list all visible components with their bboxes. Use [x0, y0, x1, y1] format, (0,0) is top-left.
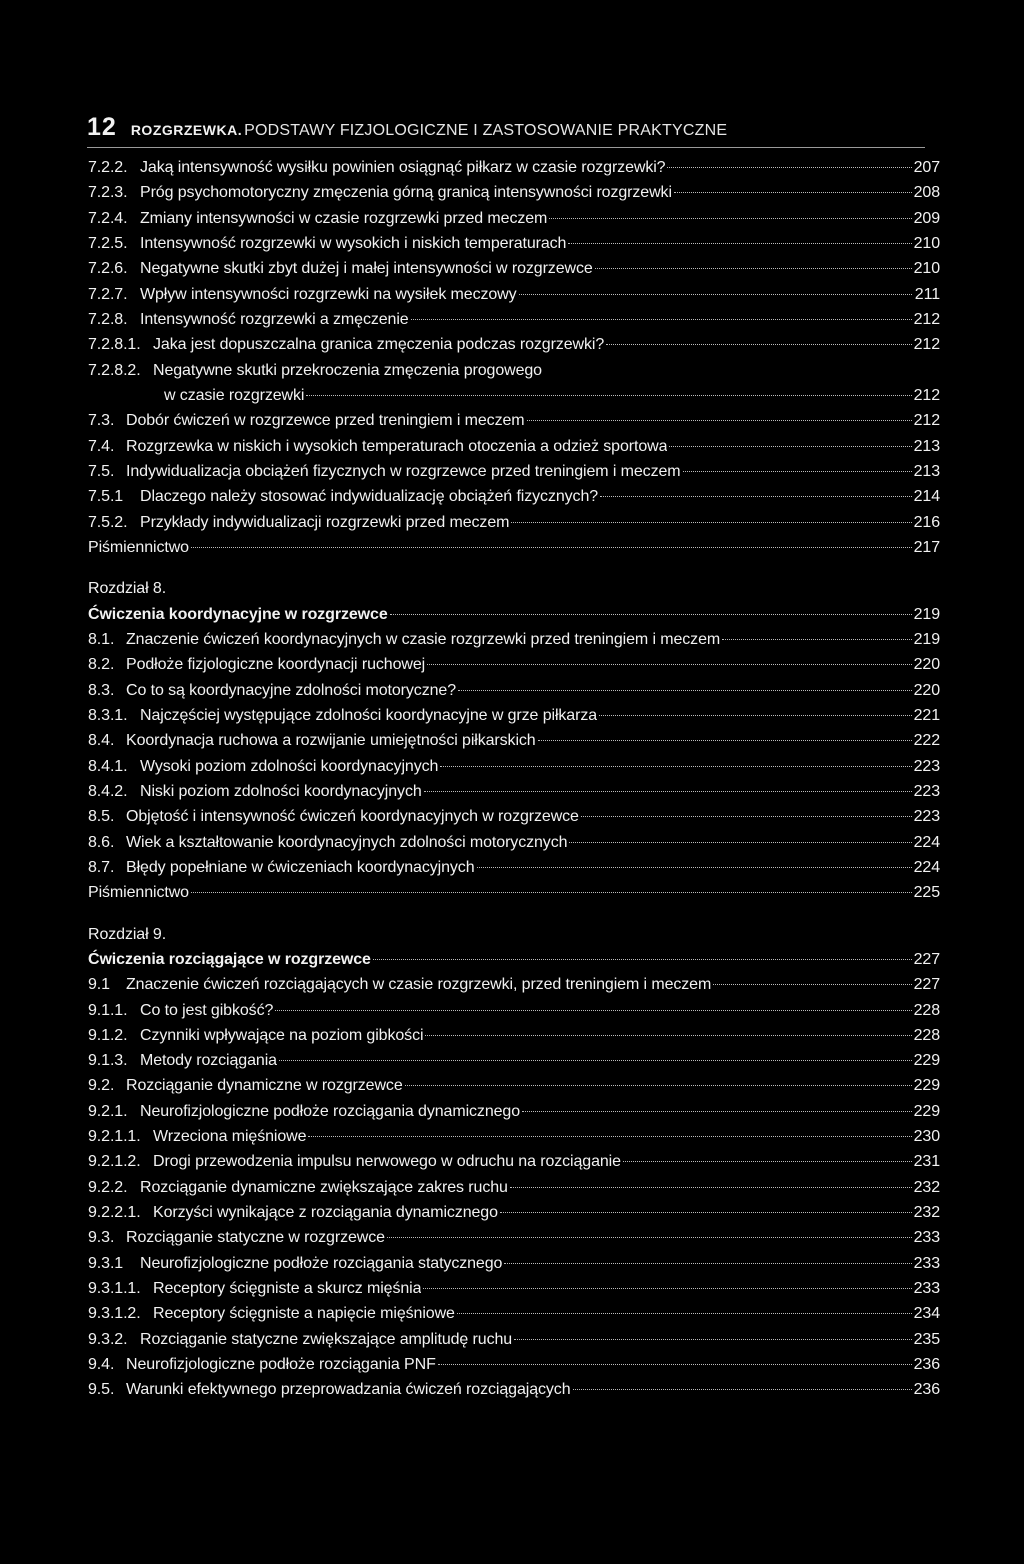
toc-entry-title: Rozciąganie statyczne zwiększające amplitudę ruchu: [140, 1330, 513, 1348]
toc-entry: [88, 779, 940, 804]
toc-entry-number: 9.1.3.: [88, 1052, 128, 1070]
dot-leader: [683, 470, 912, 472]
toc-entry-title: Rozciąganie statyczne w rozgrzewce: [126, 1229, 385, 1247]
toc-entry-number: 9.2.: [88, 1077, 115, 1095]
toc-entry: [88, 1200, 940, 1225]
toc-entry-page: 210: [913, 234, 940, 252]
toc-entry-title: Negatywne skutki przekroczenia zmęczenia progowego: [153, 361, 542, 379]
toc-entry-number: 9.1.2.: [88, 1026, 128, 1044]
toc-entry-title: Neurofizjologiczne podłoże rozciągania PNF: [126, 1356, 436, 1374]
toc-entry-page: 207: [913, 159, 940, 176]
toc-entry: [88, 880, 940, 905]
toc-entry-page: 208: [913, 184, 940, 202]
dot-leader: [581, 815, 912, 817]
toc-entry-title: Objętość i intensywność ćwiczeń koordynacyjnych w rozgrzewce: [126, 808, 579, 826]
toc-entry-title: Receptory ścięgniste a skurcz mięśnia: [153, 1280, 422, 1298]
toc-entry-page: 234: [913, 1305, 940, 1323]
dot-leader: [519, 293, 912, 295]
dot-leader: [427, 663, 912, 665]
toc-entry-number: 9.2.2.: [88, 1178, 128, 1196]
toc-entry: [88, 1023, 940, 1048]
page-number: 12: [87, 113, 117, 141]
toc-entry-page: 223: [913, 757, 940, 775]
toc-entry-title: Rozdział 8.: [88, 580, 167, 598]
dot-leader: [191, 546, 912, 548]
toc-entry-title: Intensywność rozgrzewki w wysokich i niskich temperaturach: [140, 234, 567, 252]
toc-entry-title: Najczęściej występujące zdolności koordynacyjne w grze piłkarza: [140, 706, 598, 724]
toc-entry: [88, 180, 940, 205]
toc-entry-page: 231: [913, 1153, 940, 1171]
toc-entry: [88, 510, 940, 535]
toc-entry: [88, 484, 940, 509]
toc-entry: [88, 1048, 940, 1073]
toc-entry-page: 228: [913, 1026, 940, 1044]
toc-entry-title: Dlaczego należy stosować indywidualizację obciążeń fizycznych?: [140, 488, 599, 506]
toc-entry-page: 212: [913, 386, 940, 404]
toc-entry-number: 9.3.1: [88, 1254, 124, 1272]
toc-entry-title: Piśmiennictwo: [88, 538, 189, 556]
toc-entry: [88, 972, 940, 997]
toc-entry-title: Czynniki wpływające na poziom gibkości: [140, 1026, 424, 1044]
dot-leader: [411, 318, 912, 320]
dot-leader: [569, 841, 911, 843]
dot-leader: [279, 1059, 912, 1061]
toc-entry-page: 221: [913, 706, 940, 724]
dot-leader: [549, 217, 911, 219]
toc-entry-number: 9.2.2.1.: [88, 1204, 141, 1222]
toc-entry-page: 232: [913, 1178, 940, 1196]
toc-entry-number: 8.4.: [88, 732, 115, 750]
toc-entry-page: 222: [913, 732, 940, 750]
dot-leader: [527, 419, 912, 421]
toc-entry-title: Receptory ścięgniste a napięcie mięśniowe: [153, 1305, 455, 1323]
toc-entry-page: 223: [913, 782, 940, 800]
toc-entry-number: 8.3.1.: [88, 706, 128, 724]
toc-entry-title: Negatywne skutki zbyt dużej i małej intensywności w rozgrzewce: [140, 260, 593, 278]
toc-entry-page: 227: [913, 950, 940, 968]
toc-entry: [88, 627, 940, 652]
toc-entry-title: Jaka jest dopuszczalna granica zmęczenia podczas rozgrzewki?: [153, 336, 605, 354]
toc-entry-title: Wysoki poziom zdolności koordynacyjnych: [140, 757, 439, 775]
toc-entry-title: Niski poziom zdolności koordynacyjnych: [140, 782, 422, 800]
toc-entry-title: Korzyści wynikające z rozciągania dynamicznego: [153, 1204, 498, 1222]
toc-entry-page: 235: [913, 1330, 940, 1348]
toc-entry-page: 220: [913, 656, 940, 674]
toc-entry-page: 229: [913, 1102, 940, 1120]
toc-entry-page: 212: [913, 336, 940, 354]
dot-leader: [275, 1009, 911, 1011]
toc-entry-number: 7.2.6.: [88, 260, 128, 278]
toc-entry-number: 7.3.: [88, 412, 115, 430]
dot-leader: [538, 739, 912, 741]
toc-entry: [88, 459, 940, 484]
toc-entry-page: 229: [913, 1077, 940, 1095]
toc-entry-title: Wiek a kształtowanie koordynacyjnych zdolności motorycznych: [126, 833, 568, 851]
toc-entry: [88, 754, 940, 779]
toc-entry-page: 224: [913, 833, 940, 851]
toc-entry-title: Ćwiczenia koordynacyjne w rozgrzewce: [88, 605, 388, 623]
toc-entry-number: 7.2.2.: [88, 159, 128, 176]
dot-leader: [667, 166, 911, 168]
dot-leader: [308, 1135, 911, 1137]
toc-entry: [88, 1225, 940, 1250]
toc-entry-number: 7.2.4.: [88, 209, 128, 227]
toc-entry-title: w czasie rozgrzewki: [164, 386, 305, 404]
toc-entry: [88, 652, 940, 677]
book-subtitle: PODSTAWY FIZJOLOGICZNE I ZASTOSOWANIE PRAKTYCZNE: [244, 122, 728, 139]
toc-entry-page: 233: [913, 1254, 940, 1272]
dot-leader: [425, 1034, 911, 1036]
toc-entry-number: 8.4.2.: [88, 782, 128, 800]
toc-entry-title: Znaczenie ćwiczeń koordynacyjnych w czasie rozgrzewki przed treningiem i meczem: [126, 630, 721, 648]
toc-entry-page: 220: [913, 681, 940, 699]
toc-entry-number: 9.2.1.1.: [88, 1128, 141, 1146]
dot-leader: [405, 1084, 912, 1086]
toc-entry-number: 8.4.1.: [88, 757, 128, 775]
toc-entry-title: Intensywność rozgrzewki a zmęczenie: [140, 310, 409, 328]
dot-leader: [424, 790, 912, 792]
toc-entry-title: Rozciąganie dynamiczne zwiększające zakres ruchu: [140, 1178, 508, 1196]
toc-entry-title: Neurofizjologiczne podłoże rozciągania statycznego: [140, 1254, 503, 1272]
toc-entry-page: 236: [913, 1356, 940, 1374]
dot-leader: [623, 1160, 912, 1162]
toc-entry-page: 230: [913, 1128, 940, 1146]
running-header: [87, 113, 924, 143]
toc-entry: [88, 1149, 940, 1174]
toc-entry-title: Próg psychomotoryczny zmęczenia górną granicą intensywności rozgrzewki: [140, 184, 672, 202]
toc-entry-title: Warunki efektywnego przeprowadzania ćwiczeń rozciągających: [126, 1381, 571, 1399]
dot-leader: [511, 521, 911, 523]
dot-leader: [500, 1211, 912, 1213]
toc-entry: [88, 1251, 940, 1276]
toc-entry-title: Znaczenie ćwiczeń rozciągających w czasie rozgrzewki, przed treningiem i meczem: [126, 976, 712, 994]
toc-entry-number: 8.3.: [88, 681, 115, 699]
toc-entry-number: 9.3.1.1.: [88, 1280, 141, 1298]
toc-entry-number: 9.5.: [88, 1381, 115, 1399]
toc-entry-page: 217: [913, 538, 940, 556]
dot-leader: [514, 1338, 912, 1340]
toc-entry-number: 8.6.: [88, 833, 115, 851]
dot-leader: [191, 891, 912, 893]
toc-entry-page: 227: [913, 976, 940, 994]
toc-entry: [88, 1099, 940, 1124]
toc-entry-number: 9.3.: [88, 1229, 115, 1247]
toc-entry-number: 7.4.: [88, 437, 115, 455]
book-title: ROZGRZEWKA.: [130, 122, 243, 138]
toc-entry-page: 214: [913, 488, 940, 506]
toc-entry: [88, 282, 940, 307]
toc-entry-number: 9.3.2.: [88, 1330, 128, 1348]
toc-entry: [88, 1175, 940, 1200]
toc-entry: [88, 998, 940, 1023]
toc-entry: [88, 602, 940, 627]
dot-leader: [373, 958, 912, 960]
toc-entry-page: 233: [913, 1229, 940, 1247]
toc-entry: [88, 332, 940, 357]
toc-entry: [88, 206, 940, 231]
toc-entry-title: Jaką intensywność wysiłku powinien osiągnąć piłkarz w czasie rozgrzewki?: [140, 159, 666, 176]
toc-entry-page: 236: [913, 1381, 940, 1399]
toc-entry: [88, 830, 940, 855]
toc-entry-number: 9.2.1.: [88, 1102, 128, 1120]
toc-entry-page: 229: [913, 1052, 940, 1070]
toc-entry-page: 212: [913, 310, 940, 328]
toc-entry: [88, 728, 940, 753]
toc-entry-number: 9.4.: [88, 1356, 115, 1374]
dot-leader: [669, 445, 911, 447]
toc-entry-number: 7.2.5.: [88, 234, 128, 252]
toc-entry-number: 9.1.1.: [88, 1001, 128, 1019]
toc-entry: [88, 1276, 940, 1301]
toc-entry-page: 228: [913, 1001, 940, 1019]
toc-entry-page: 219: [913, 630, 940, 648]
toc-entry: [88, 434, 940, 459]
toc-entry: [88, 231, 940, 256]
dot-leader: [390, 613, 912, 615]
toc-entry-title: Neurofizjologiczne podłoże rozciągania dynamicznego: [140, 1102, 521, 1120]
toc-entry: [88, 358, 940, 383]
toc-entry: [88, 922, 940, 947]
toc-entry: [88, 947, 940, 972]
dot-leader: [606, 343, 911, 345]
toc-entry-page: 232: [913, 1204, 940, 1222]
toc-entry-number: 7.2.8.: [88, 310, 128, 328]
dot-leader: [477, 866, 912, 868]
toc-entry: [88, 703, 940, 728]
dot-leader: [423, 1287, 911, 1289]
toc-entry-page: 213: [913, 437, 940, 455]
toc-entry-title: Co to jest gibkość?: [140, 1001, 274, 1019]
toc-entry-title: Dobór ćwiczeń w rozgrzewce przed treningiem i meczem: [126, 412, 525, 430]
toc-entry-number: 9.2.1.2.: [88, 1153, 141, 1171]
dot-leader: [504, 1262, 911, 1264]
dot-leader: [440, 765, 911, 767]
toc-entry-title: Błędy popełniane w ćwiczeniach koordynacyjnych: [126, 858, 475, 876]
toc-entry-title: Wrzeciona mięśniowe: [153, 1128, 307, 1146]
toc-entry-number: 7.2.8.2.: [88, 361, 141, 379]
toc-entry: [88, 804, 940, 829]
toc-entry-number: 8.1.: [88, 630, 115, 648]
toc-entry: [88, 855, 940, 880]
toc-entry-page: 209: [913, 209, 940, 227]
dot-leader: [595, 267, 912, 269]
toc-entry: [88, 1301, 940, 1326]
dot-leader: [722, 638, 911, 640]
toc-entry-page: 223: [913, 808, 940, 826]
table-of-contents: [88, 155, 940, 1403]
toc-entry: [88, 1377, 940, 1402]
toc-entry-page: 212: [913, 412, 940, 430]
dot-leader: [573, 1388, 912, 1390]
toc-entry-number: 9.3.1.2.: [88, 1305, 141, 1323]
dot-leader: [387, 1236, 912, 1238]
toc-entry-page: 211: [914, 285, 940, 303]
toc-entry: [88, 1073, 940, 1098]
dot-leader: [568, 242, 911, 244]
toc-entry: [88, 1327, 940, 1352]
toc-entry-title: Koordynacja ruchowa a rozwijanie umiejętności piłkarskich: [126, 732, 536, 750]
toc-entry-title: Rozdział 9.: [88, 925, 167, 943]
toc-entry-number: 7.5.1: [88, 488, 124, 506]
toc-entry-title: Metody rozciągania: [140, 1052, 277, 1070]
dot-leader: [458, 689, 912, 691]
toc-entry-title: Ćwiczenia rozciągające w rozgrzewce: [88, 950, 371, 968]
toc-entry: [88, 408, 940, 433]
toc-entry-number: 8.7.: [88, 858, 115, 876]
toc-entry-title: Przykłady indywidualizacji rozgrzewki przed meczem: [140, 513, 510, 531]
toc-entry-number: 8.5.: [88, 808, 115, 826]
header-rule: [87, 147, 925, 148]
dot-leader: [457, 1312, 912, 1314]
toc-entry-title: Drogi przewodzenia impulsu nerwowego w odruchu na rozciąganie: [153, 1153, 621, 1171]
toc-entry-page: 233: [913, 1280, 940, 1298]
dot-leader: [510, 1186, 912, 1188]
toc-entry: [88, 1124, 940, 1149]
toc-entry-page: 224: [913, 858, 940, 876]
dot-leader: [600, 495, 912, 497]
toc-entry: [88, 155, 940, 180]
toc-entry-page: 213: [913, 462, 940, 480]
toc-entry-page: 219: [913, 605, 940, 623]
toc-entry: [88, 1352, 940, 1377]
toc-entry-title: Indywidualizacja obciążeń fizycznych w rozgrzewce przed treningiem i meczem: [126, 462, 681, 480]
toc-entry-page: 225: [913, 884, 940, 902]
dot-leader: [306, 394, 911, 396]
toc-entry: [88, 256, 940, 281]
toc-entry-number: 8.2.: [88, 656, 115, 674]
toc-entry-page: 210: [913, 260, 940, 278]
toc-entry-title: Piśmiennictwo: [88, 884, 189, 902]
toc-entry-number: 7.2.3.: [88, 184, 128, 202]
toc-entry-number: 7.5.2.: [88, 513, 128, 531]
toc-entry-title: Co to są koordynacyjne zdolności motoryczne?: [126, 681, 456, 699]
toc-entry-title: Rozgrzewka w niskich i wysokich temperaturach otoczenia a odzież sportowa: [126, 437, 668, 455]
toc-entry-number: 7.2.7.: [88, 285, 128, 303]
toc-entry: [88, 535, 940, 560]
toc-entry: [88, 383, 940, 408]
dot-leader: [599, 714, 912, 716]
toc-entry-title: Rozciąganie dynamiczne w rozgrzewce: [126, 1077, 403, 1095]
toc-entry-number: 7.2.8.1.: [88, 336, 141, 354]
toc-entry: [88, 576, 940, 601]
toc-entry: [88, 678, 940, 703]
toc-entry: [88, 307, 940, 332]
dot-leader: [713, 983, 911, 985]
dot-leader: [674, 191, 912, 193]
dot-leader: [438, 1363, 912, 1365]
toc-entry-title: Podłoże fizjologiczne koordynacji ruchowej: [126, 656, 426, 674]
toc-entry-number: 7.5.: [88, 462, 115, 480]
toc-entry-page: 216: [913, 513, 940, 531]
dot-leader: [522, 1110, 912, 1112]
toc-entry-number: 9.1: [88, 976, 110, 994]
toc-entry-title: Zmiany intensywności w czasie rozgrzewki przed meczem: [140, 209, 548, 227]
toc-entry-title: Wpływ intensywności rozgrzewki na wysiłek meczowy: [140, 285, 517, 303]
